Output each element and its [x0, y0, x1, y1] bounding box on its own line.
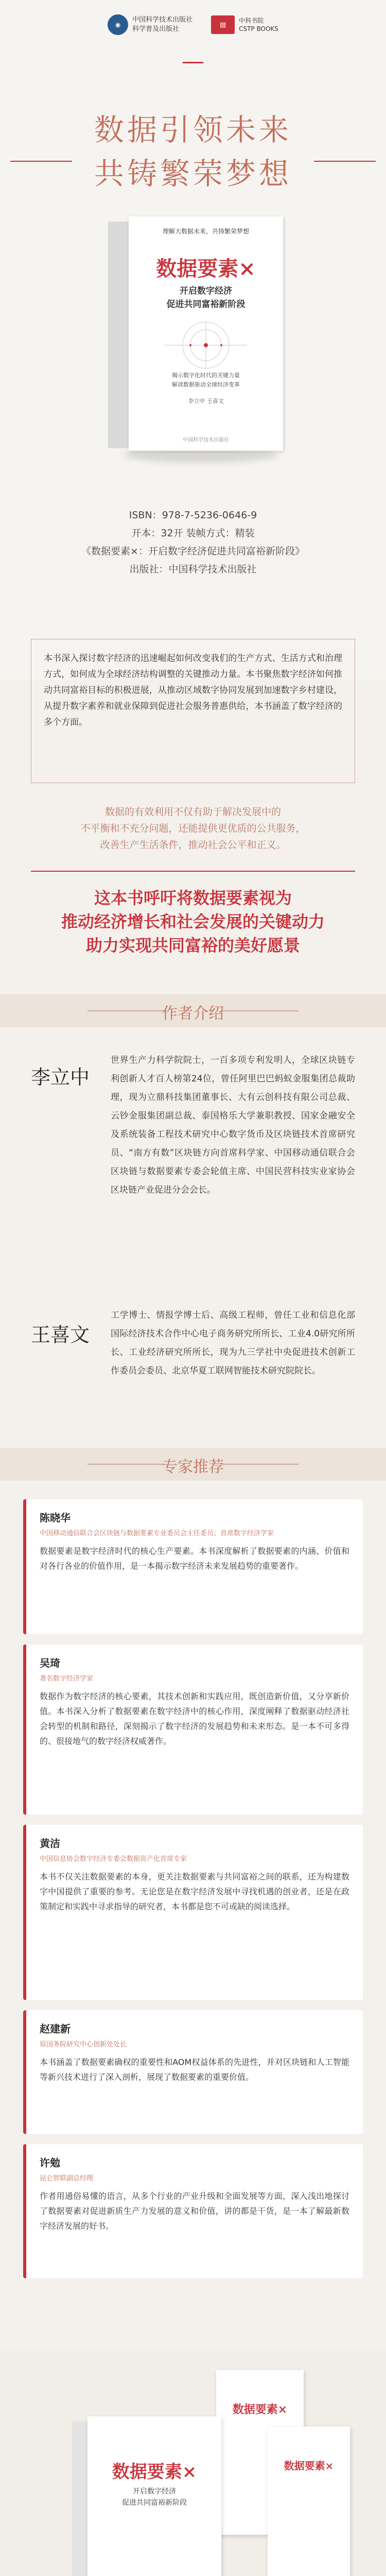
quote-block — [0, 804, 386, 853]
rec-role: 中国信息协会数字经济专委会数据资产化首席专家 — [40, 1855, 187, 1863]
callout-block — [0, 886, 386, 957]
book-title — [129, 252, 283, 282]
rec-card-3 — [23, 1825, 363, 2000]
book-spine — [108, 222, 129, 448]
meta-isbn: ISBN：978-7-5236-0646-9 — [129, 510, 257, 521]
intro-box: 本书深入探讨数字经济的迅速崛起如何改变我们的生产方式、生活方式和治理方式，如何成为全球经济结构调整的关键推动力量。本书聚焦数字经济如何推动共同富裕目标的积极进展，从推动区域数字协同发展到加速数字乡村建设，从提升数字素养和就业保障到促进社会服务普惠供给，本书涵盖了数字经济的多个方面。 — [31, 639, 355, 783]
header-divider — [183, 62, 203, 63]
rec-text: 作者用通俗易懂的语言，从多个行业的产业升级和全面发展等方面，深入浅出地探讨了数据要素对促进新质生产力发展的意义和价值，讲的都是干货，是一本了解最新数字经济发展的好书。 — [40, 2191, 349, 2231]
book-blurb-2: 解读数据驱动全球经济变革 — [172, 381, 240, 388]
author-bio-2: 工学博士、情报学博士后、高级工程师，曾任工业和信息化部国际经济技术合作中心电子商务研究所所长、工业4.0研究所所长、工业经济研究所所长，现为九三学社中央促进技术创新工作委员会委员、北京华夏工联网智能技术研究院院长。 — [111, 1310, 355, 1376]
rec-role: 原国务院研究中心创新处处长 — [40, 2041, 127, 2048]
book-subtitle-2: 促进共同富裕新阶段 — [166, 299, 245, 310]
book-cover — [108, 216, 283, 459]
author-bio-1: 世界生产力科学院院士，一百多项专利发明人，全球区块链专利创新人才百人榜第24位，曾任阿里巴巴蚂蚁金服集团总裁助理，现为立鼎科技集团董事长、大有云创科技有限公司总裁、云钞金服集团副总裁、泰国格乐大学兼职教授、国家金融安全及系统装备工程技术研究中心数字货币及区块链技术首席研究员、“南方有数”区块链方向首席科学家、中国移动通信联合会区块链与数据要素专委会轮值主席、中国民营科技实业家协会区块链产业促进分会会长。 — [111, 1055, 355, 1195]
rec-card-5 — [23, 2144, 363, 2278]
cstp-logo-line2: 科学普及出版社 — [132, 25, 180, 33]
book-authors: 李立中 王喜文 — [188, 398, 224, 404]
rec-text: 数据作为数字经济的核心要素，其技术创新和实践应用，既创造新价值，又分享新价值。本书深入分析了数据要素在数字经济中的核心作用，深度阐释了数据驱动经济社会转型的机制和路径，深刻揭示了数字经济的发展趋势和未来形态。是一本不可多得的、很接地气的数字经济权威著作。 — [40, 1691, 349, 1746]
cstp-logo-icon: ◉ — [108, 14, 128, 35]
book-publisher: 中国科学技术出版社 — [183, 437, 229, 443]
quote-line-3: 改善生产生活条件，推动社会公平和正义。 — [100, 839, 286, 851]
rec-name: 陈晓华 — [40, 1512, 71, 1524]
publisher-logos — [0, 14, 386, 35]
author-name-1: 李立中 — [31, 1066, 90, 1089]
quote-line-1: 数据的有效利用不仅有助于解决发展中的 — [104, 806, 281, 818]
slogan-line-1: 数据引领未来 — [94, 112, 292, 147]
book-front-large-subtitle-2: 促进共同富裕新阶段 — [122, 2499, 187, 2507]
rec-name: 赵建新 — [40, 2023, 71, 2035]
book-title-mark: × — [238, 257, 256, 281]
rec-name: 许勉 — [40, 2157, 60, 2169]
author-name-2: 王喜文 — [31, 1324, 90, 1346]
book-title-text: 数据要素 — [156, 257, 239, 281]
rec-card-4 — [23, 2010, 363, 2134]
book-front-spine — [72, 2421, 87, 2576]
callout-line-1: 这本书呼吁将数据要素视为 — [94, 888, 292, 908]
rec-name: 黄洁 — [40, 1837, 60, 1850]
rec-name: 吴琦 — [40, 1657, 60, 1669]
meta-format: 开本：32开 装帧方式：精装 — [131, 528, 255, 539]
header — [0, 0, 386, 680]
callout-line-3: 助力实现共同富裕的美好愿景 — [85, 936, 300, 955]
book-front-large — [87, 2416, 221, 2576]
rec-card-1 — [23, 1499, 363, 1634]
book-standing-back-title: 数据要素× — [232, 2403, 288, 2416]
rec-role: 著名数字经济学家 — [40, 1675, 94, 1683]
rec-text: 本书不仅关注数据要素的本身，更关注数据要素与共同富裕之间的联系，还为构建数字中国提供了重要的参考。无论您是在数字经济发展中寻找机遇的创业者，还是在政策制定和实践中寻求指导的研究者，本书都是您不可或缺的阅读选择。 — [40, 1872, 349, 1911]
callout-divider-top — [31, 871, 355, 872]
book-top-line: 理解大数据未来，共铸繁荣梦想 — [162, 228, 249, 235]
meta-full-title: 《数据要素×：开启数字经济促进共同富裕新阶段》 — [81, 546, 305, 557]
authors-section-title: 作者介绍 — [162, 1005, 224, 1023]
rec-role: 中国移动通信联合会区块链与数据要素专业委员会主任委员；首席数字经济学家 — [40, 1530, 274, 1537]
book-front-large-title: 数据要素× — [112, 2462, 197, 2482]
bottom-book-showcase — [0, 2349, 386, 2576]
zhongke-logo-en: CSTP BOOKS — [239, 25, 278, 32]
zhongke-logo-name: 中科书院 — [239, 17, 264, 24]
book-blurb-1: 揭示数字化时代的关键力量 — [172, 372, 240, 379]
book-subtitle-1: 开启数字经济 — [180, 286, 232, 296]
book-front — [129, 216, 283, 451]
book-standing-right-title: 数据要素× — [284, 2460, 334, 2472]
zhongke-books-logo — [211, 15, 278, 34]
callout-line-2: 推动经济增长和社会发展的关键动力 — [61, 912, 325, 931]
cstp-logo — [108, 14, 192, 35]
rec-card-2 — [23, 1645, 363, 1815]
rec-text: 数据要素是数字经济时代的核心生产要素。本书深度解析了数据要素的内涵、价值和对各行各业的价值作用，是一本揭示数字经济未来发展趋势的重要著作。 — [40, 1546, 349, 1571]
slogan-line-2: 共铸繁荣梦想 — [94, 156, 292, 191]
rec-role: 昆仑智联副总经理 — [40, 2175, 94, 2182]
cstp-logo-line1: 中国科学技术出版社 — [132, 16, 193, 24]
rec-text: 本书涵盖了数据要素确权的重要性和AOM权益体系的先进性，并对区块链和人工智能等新兴技术进行了深入剖析，展现了数据要素的重要价值。 — [40, 2057, 349, 2082]
book-standing-right — [268, 2427, 350, 2576]
quote-line-2: 不平衡和不充分问题，还能提供更优质的公共服务， — [80, 823, 306, 834]
book-logo-icon: ▤ — [211, 15, 235, 34]
book-cover-art — [154, 319, 257, 371]
book-front-large-subtitle-1: 开启数字经济 — [133, 2487, 176, 2496]
recs-section-title: 专家推荐 — [162, 1458, 224, 1476]
meta-press: 出版社：中国科学技术出版社 — [129, 564, 257, 575]
